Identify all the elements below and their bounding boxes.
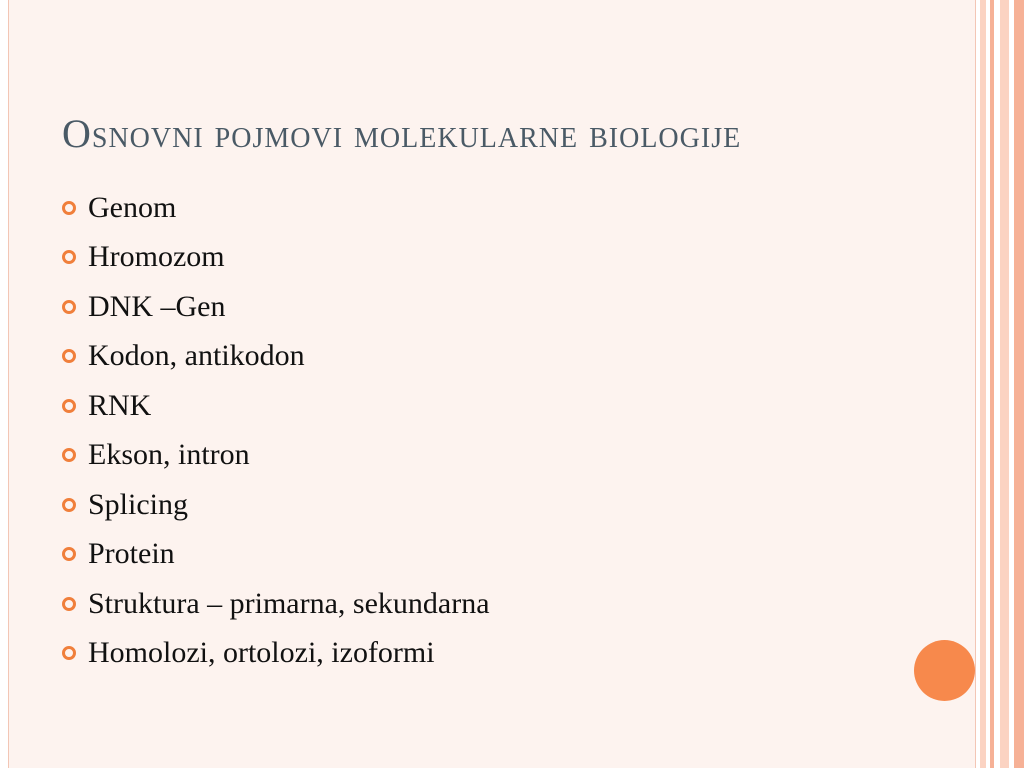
circle-bullet-icon <box>62 448 76 462</box>
slide-title: Osnovni pojmovi molekularne biologije <box>62 111 742 156</box>
list-item <box>62 233 490 283</box>
list-item-text: Splicing <box>88 487 189 521</box>
circle-bullet-icon <box>62 250 76 264</box>
list-item <box>62 332 490 382</box>
decorative-stripe <box>980 0 986 768</box>
circle-bullet-icon <box>62 547 76 561</box>
decorative-stripe <box>990 0 994 768</box>
circle-bullet-icon <box>62 300 76 314</box>
decorative-circle <box>914 640 975 701</box>
list-item <box>62 381 490 431</box>
decorative-stripe <box>1014 0 1024 768</box>
circle-bullet-icon <box>62 201 76 215</box>
list-item <box>62 480 490 530</box>
list-item-text: RNK <box>88 388 152 422</box>
list-item-text: Hromozom <box>88 240 225 274</box>
list-item-text: Genom <box>88 190 177 224</box>
circle-bullet-icon <box>62 646 76 660</box>
list-item-text: DNK –Gen <box>88 289 226 323</box>
list-item-text: Protein <box>88 537 175 571</box>
list-item <box>62 183 490 233</box>
decorative-stripe <box>1000 0 1009 768</box>
circle-bullet-icon <box>62 349 76 363</box>
list-item-text: Kodon, antikodon <box>88 339 305 373</box>
list-item-text: Homolozi, ortolozi, izoformi <box>88 636 435 670</box>
list-item-text: Ekson, intron <box>88 438 250 472</box>
bullet-list <box>62 183 490 678</box>
circle-bullet-icon <box>62 399 76 413</box>
list-item-text: Struktura – primarna, sekundarna <box>88 586 490 620</box>
circle-bullet-icon <box>62 498 76 512</box>
list-item <box>62 282 490 332</box>
list-item <box>62 530 490 580</box>
list-item <box>62 629 490 679</box>
circle-bullet-icon <box>62 597 76 611</box>
list-item <box>62 579 490 629</box>
list-item <box>62 431 490 481</box>
